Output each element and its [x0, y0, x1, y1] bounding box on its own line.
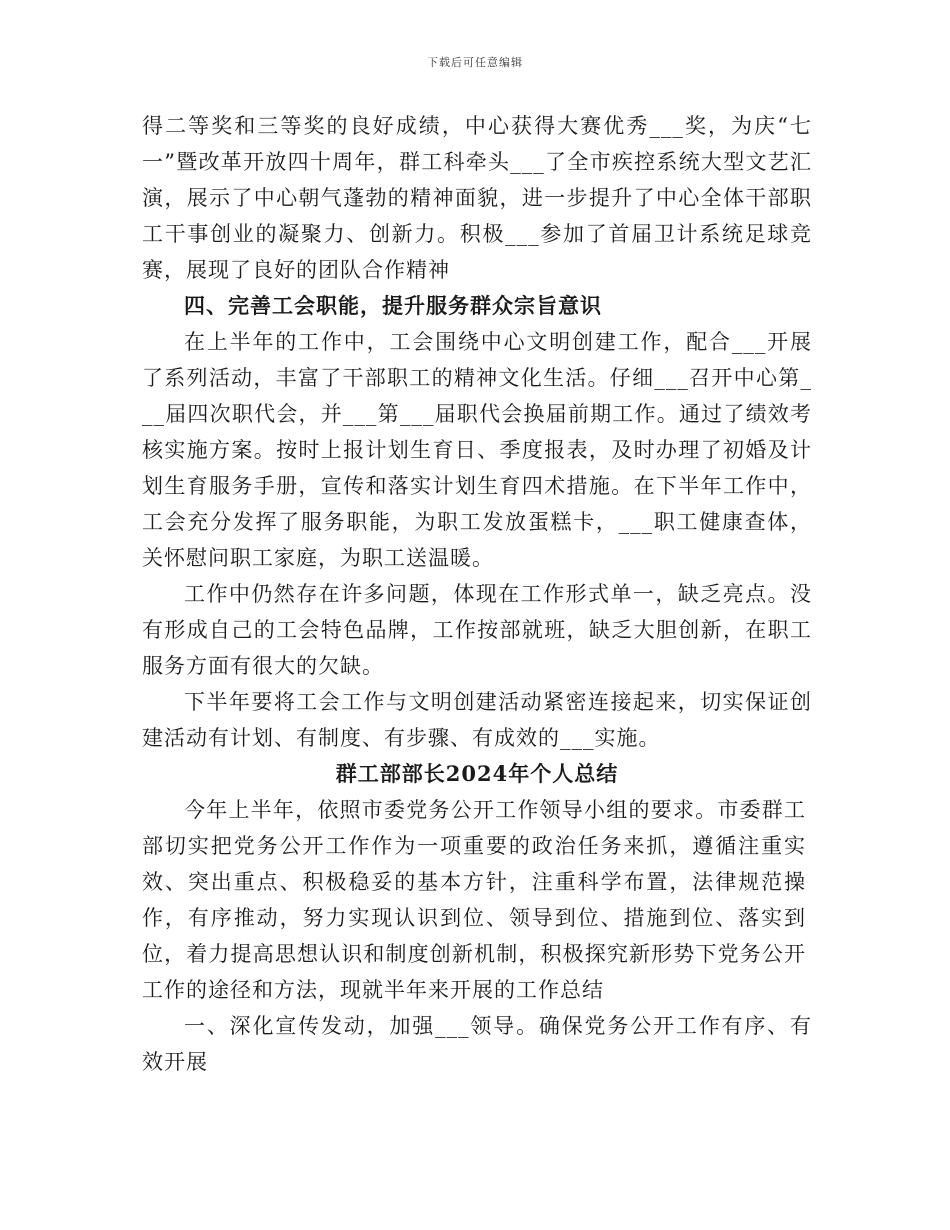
paragraph-problems: 工作中仍然存在许多问题，体现在工作形式单一，缺乏亮点。没有形成自己的工会特色品牌，工作按部就班，缺乏大胆创新，在职工服务方面有很大的欠缺。: [142, 582, 812, 678]
paragraph-plans: 下半年要将工会工作与文明创建活动紧密连接起来，切实保证创建活动有计划、有制度、有步骤、有成效的___实施。: [142, 690, 812, 750]
paragraph-union-work: 在上半年的工作中，工会围绕中心文明创建工作，配合___开展了系列活动，丰富了干部职工的精神文化生活。仔细___召开中心第___届四次职代会，并___第___届职代会换届前期工作。通过了绩效考核实施方案。按时上报计划生育日、季度报表，及时办理了初婚及计划生育服务手册，宣传和落实计划生育四术措施。在下半年工作中，工会充分发挥了服务职能，为职工发放蛋糕卡，___职工健康查体，关怀慰问职工家庭，为职工送温暖。: [142, 330, 812, 570]
document-title: 群工部部长2024年个人总结: [335, 761, 619, 786]
document-body: [142, 108, 812, 1080]
paragraph-awards: 得二等奖和三等奖的良好成绩，中心获得大赛优秀___奖，为庆“七一”暨改革开放四十周年，群工科牵头___了全市疾控系统大型文艺汇演，展示了中心朝气蓬勃的精神面貌，进一步提升了中心全体干部职工干事创业的凝聚力、创新力。积极___参加了首届卫计系统足球竞赛，展现了良好的团队合作精神: [142, 114, 812, 282]
section-heading-4: 四、完善工会职能，提升服务群众宗旨意识: [184, 293, 602, 318]
paragraph-section-1: 一、深化宣传发动，加强___领导。确保党务公开工作有序、有效开展: [142, 1014, 812, 1074]
paragraph-summary-intro: 今年上半年，依照市委党务公开工作领导小组的要求。市委群工部切实把党务公开工作作为一项重要的政治任务来抓，遵循注重实效、突出重点、积极稳妥的基本方针，注重科学布置，法律规范操作，有序推动，努力实现认识到位、领导到位、措施到位、落实到位，着力提高思想认识和制度创新机制，积极探究新形势下党务公开工作的途径和方法，现就半年来开展的工作总结: [142, 798, 806, 1002]
page-header-note: 下载后可任意编辑: [427, 56, 523, 69]
